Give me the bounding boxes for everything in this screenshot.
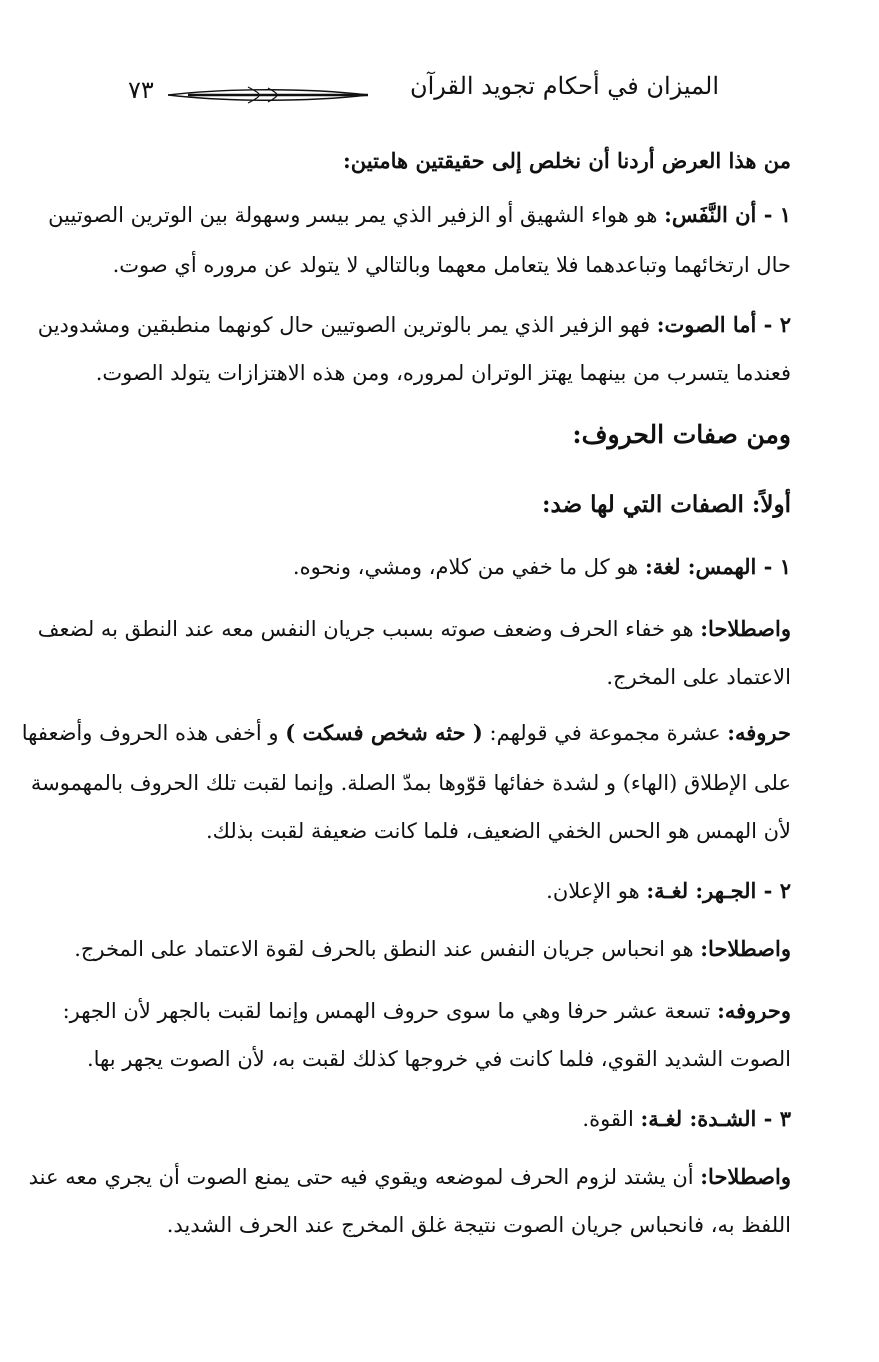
hams-huruf-line-2: على الإطلاق (الهاء) و لشدة خفائها قوّوها بمدّ الصلة. وإنما لقبت تلك الحروف بالمهموسة (30, 771, 791, 795)
paragraph-2-line-1 (30, 310, 791, 340)
sub-heading: أولاً: الصفات التي لها ضد: (542, 491, 791, 518)
hams-istilah-label: واصطلاحا: (700, 616, 791, 641)
jahr-definition-line (30, 876, 791, 906)
hams-lugha-text: هو كل ما خفي من كلام، ومشي، ونحوه. (292, 555, 639, 579)
jahr-label: ٢ - الجـهر: لغـة: (646, 878, 791, 903)
paragraph-1-line-2: حال ارتخائهما وتباعدهما فلا يتعامل معهما وبالتالي لا يتولد عن مروره أي صوت. (112, 253, 791, 277)
hams-label: ١ - الهمس: لغة: (644, 554, 791, 579)
jahr-huruf-label: وحروفه: (717, 998, 791, 1023)
hams-huruf-label: حروفه: (727, 720, 791, 745)
running-header-title: الميزان في أحكام تجويد القرآن (409, 72, 719, 100)
shidda-istilah-line-2: اللفظ به، فانحباس جريان الصوت نتيجة غلق المخرج عند الحرف الشديد. (166, 1213, 791, 1237)
shidda-label: ٣ - الشـدة: لغـة: (640, 1106, 791, 1131)
item-2-label: ٢ - أما الصوت: (656, 312, 791, 337)
jahr-huruf-line-1 (30, 996, 791, 1026)
shidda-istilah-label: واصطلاحا: (700, 1164, 791, 1189)
jahr-lugha-text: هو الإعلان. (546, 879, 640, 903)
shidda-istilah-line-1 (30, 1162, 791, 1192)
shidda-istilah-text: أن يشتد لزوم الحرف لموضعه ويقوي فيه حتى يمنع الصوت أن يجري معه عند (28, 1165, 694, 1189)
section-heading: ومن صفات الحروف: (572, 420, 791, 449)
hams-huruf-line-1 (21, 718, 791, 748)
hams-huruf-text-b: و أخفى هذه الحروف وأضعفها (21, 721, 279, 745)
jahr-istilah-line (30, 934, 791, 964)
jahr-huruf-text: تسعة عشر حرفا وهي ما سوى حروف الهمس وإنما لقبت بالجهر لأن الجهر: (62, 999, 711, 1023)
shidda-lugha-text: القوة. (582, 1107, 634, 1131)
jahr-huruf-line-2: الصوت الشديد القوي، فلما كانت في خروجها كذلك لقبت به، لأن الصوت يجهر بها. (86, 1047, 791, 1071)
intro-line: من هذا العرض أردنا أن نخلص إلى حقيقتين هامتين: (343, 148, 791, 173)
jahr-istilah-text: هو انحباس جريان النفس عند النطق بالحرف لقوة الاعتماد على المخرج. (74, 937, 694, 961)
hams-huruf-text-a: عشرة مجموعة في قولهم: (489, 721, 721, 745)
paragraph-2-line-2: فعندما يتسرب من بينهما يهتز الوتران لمروره، ومن هذه الاهتزازات يتولد الصوت. (95, 361, 791, 385)
shidda-definition-line (30, 1104, 791, 1134)
item-1-label: ١ - أن النَّفَس: (664, 202, 791, 227)
jahr-istilah-label: واصطلاحا: (700, 936, 791, 961)
hams-istilah-text: هو خفاء الحرف وضعف صوته بسبب جريان النفس معه عند النطق به لضعف (37, 617, 694, 641)
hams-huruf-phrase: ( حثه شخص فسكت ) (285, 720, 483, 745)
paragraph-1-line-1 (30, 200, 791, 230)
hams-definition-line (30, 552, 791, 582)
page-number: ٧٣ (128, 76, 154, 104)
ornamental-rule (168, 84, 368, 106)
item-1-text: هو هواء الشهيق أو الزفير الذي يمر بيسر وسهولة بين الوترين الصوتيين (48, 203, 658, 227)
hams-huruf-line-3: لأن الهمس هو الحس الخفي الضعيف، فلما كانت ضعيفة لقبت بذلك. (206, 819, 791, 843)
hams-istilah-line-2: الاعتماد على المخرج. (606, 665, 791, 689)
hams-istilah-line-1 (30, 614, 791, 644)
item-2-text: فهو الزفير الذي يمر بالوترين الصوتيين حال كونهما منطبقين ومشدودين (37, 313, 651, 337)
